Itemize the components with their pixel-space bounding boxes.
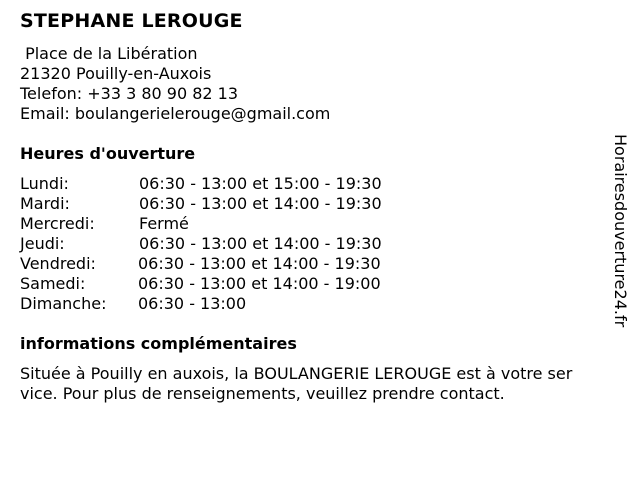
time-value: 06:30 - 13:00 et 14:00 - 19:00 bbox=[138, 274, 381, 293]
day-label: Mardi: bbox=[20, 194, 70, 213]
time-value: 06:30 - 13:00 et 15:00 - 19:30 bbox=[139, 174, 382, 193]
day-label: Lundi: bbox=[20, 174, 69, 193]
time-value: 06:30 - 13:00 et 14:00 - 19:30 bbox=[138, 254, 381, 273]
email-address: Email: boulangerielerouge@gmail.com bbox=[20, 104, 331, 123]
info-line: Située à Pouilly en auxois, la BOULANGERIE LEROUGE est à votre ser bbox=[20, 364, 573, 383]
site-watermark: Horairesdouverture24.fr bbox=[611, 134, 630, 328]
time-value: Fermé bbox=[139, 214, 189, 233]
address-street: Place de la Libération bbox=[20, 44, 198, 63]
phone-number: Telefon: +33 3 80 90 82 13 bbox=[20, 84, 239, 103]
address-city: 21320 Pouilly-en-Auxois bbox=[20, 64, 212, 83]
hours-heading: Heures d'ouverture bbox=[20, 144, 196, 163]
business-name: STEPHANE LEROUGE bbox=[20, 10, 243, 32]
day-label: Jeudi: bbox=[20, 234, 65, 253]
day-label: Vendredi: bbox=[20, 254, 96, 273]
day-label: Dimanche: bbox=[20, 294, 107, 313]
day-label: Mercredi: bbox=[20, 214, 95, 233]
day-label: Samedi: bbox=[20, 274, 86, 293]
time-value: 06:30 - 13:00 et 14:00 - 19:30 bbox=[139, 194, 382, 213]
info-heading: informations complémentaires bbox=[20, 334, 297, 353]
info-paragraph bbox=[20, 364, 626, 404]
time-value: 06:30 - 13:00 et 14:00 - 19:30 bbox=[139, 234, 382, 253]
time-value: 06:30 - 13:00 bbox=[138, 294, 247, 313]
address-block bbox=[20, 44, 330, 124]
info-line: vice. Pour plus de renseignements, veuillez prendre contact. bbox=[20, 384, 505, 403]
